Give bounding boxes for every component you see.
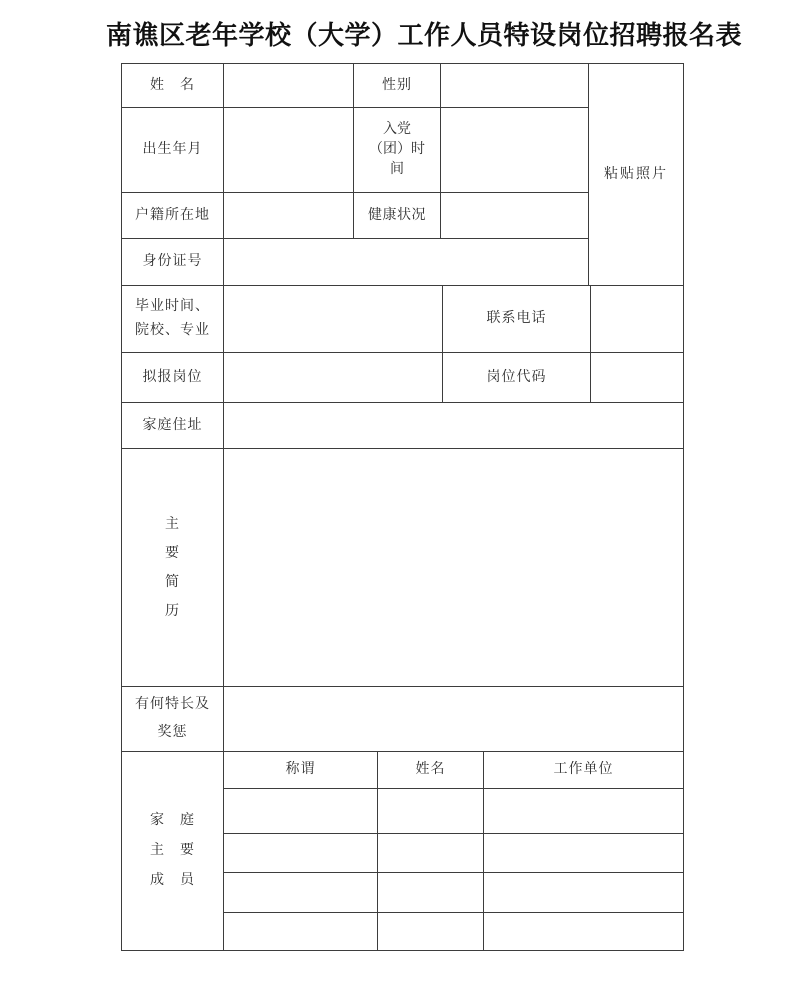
party-join-value-cell[interactable] [441, 108, 589, 193]
position-value-cell[interactable] [224, 353, 443, 403]
family-row4-name-cell[interactable] [378, 913, 484, 951]
graduation-label-line2: 院校、专业 [135, 323, 210, 338]
family-label-line1: 家 庭 [150, 813, 195, 828]
residence-label-cell: 户籍所在地 [122, 193, 224, 239]
health-label-cell: 健康状况 [354, 193, 441, 239]
resume-value-cell[interactable] [224, 449, 684, 687]
family-row4-title-cell[interactable] [224, 913, 378, 951]
resume-label-char3: 简 [165, 574, 180, 590]
party-join-label-line1: 入党 [383, 122, 411, 137]
family-col-header-work-unit: 工作单位 [484, 752, 684, 789]
family-row4-work-unit-cell[interactable] [484, 913, 684, 951]
resume-label-char2: 要 [165, 545, 180, 561]
address-label-cell: 家庭住址 [122, 403, 224, 449]
family-label-line2: 主 要 [150, 843, 195, 858]
birth-date-label-cell: 出生年月 [122, 108, 224, 193]
id-number-label-cell: 身份证号 [122, 239, 224, 286]
party-join-label-line3: 间 [390, 162, 404, 177]
phone-label-cell: 联系电话 [443, 286, 591, 353]
resume-label-char1: 主 [165, 516, 180, 532]
graduation-label-line1: 毕业时间、 [135, 299, 210, 314]
family-col-header-title: 称谓 [224, 752, 378, 789]
phone-value-cell[interactable] [591, 286, 684, 353]
specialty-value-cell[interactable] [224, 687, 684, 752]
family-row2-work-unit-cell[interactable] [484, 834, 684, 873]
resume-label-char4: 历 [165, 603, 180, 619]
family-row2-name-cell[interactable] [378, 834, 484, 873]
family-col-header-name: 姓名 [378, 752, 484, 789]
position-code-value-cell[interactable] [591, 353, 684, 403]
birth-date-value-cell[interactable] [224, 108, 354, 193]
family-row2-title-cell[interactable] [224, 834, 378, 873]
family-row1-title-cell[interactable] [224, 789, 378, 834]
address-value-cell[interactable] [224, 403, 684, 449]
party-join-label-cell [354, 108, 441, 193]
application-form-table [121, 63, 684, 951]
family-row1-work-unit-cell[interactable] [484, 789, 684, 834]
graduation-label-cell [122, 286, 224, 353]
residence-value-cell[interactable] [224, 193, 354, 239]
family-label-line3: 成 员 [150, 873, 195, 888]
family-row3-title-cell[interactable] [224, 873, 378, 913]
name-label-cell: 姓 名 [122, 64, 224, 108]
specialty-label-line1: 有何特长及 [135, 697, 210, 712]
health-value-cell[interactable] [441, 193, 589, 239]
photo-paste-cell: 粘贴照片 [589, 64, 684, 286]
resume-label-cell [122, 449, 224, 687]
name-value-cell[interactable] [224, 64, 354, 108]
family-row3-name-cell[interactable] [378, 873, 484, 913]
gender-label-cell: 性别 [354, 64, 441, 108]
specialty-label-cell [122, 687, 224, 752]
party-join-label-line2: （团）时 [369, 142, 425, 157]
position-label-cell: 拟报岗位 [122, 353, 224, 403]
specialty-label-line2: 奖惩 [157, 725, 188, 740]
graduation-value-cell[interactable] [224, 286, 443, 353]
family-row3-work-unit-cell[interactable] [484, 873, 684, 913]
id-number-value-cell[interactable] [224, 239, 589, 286]
gender-value-cell[interactable] [441, 64, 589, 108]
position-code-label-cell: 岗位代码 [443, 353, 591, 403]
family-section-label-cell [122, 752, 224, 951]
family-row1-name-cell[interactable] [378, 789, 484, 834]
form-title: 南谯区老年学校（大学）工作人员特设岗位招聘报名表 [105, 21, 742, 50]
